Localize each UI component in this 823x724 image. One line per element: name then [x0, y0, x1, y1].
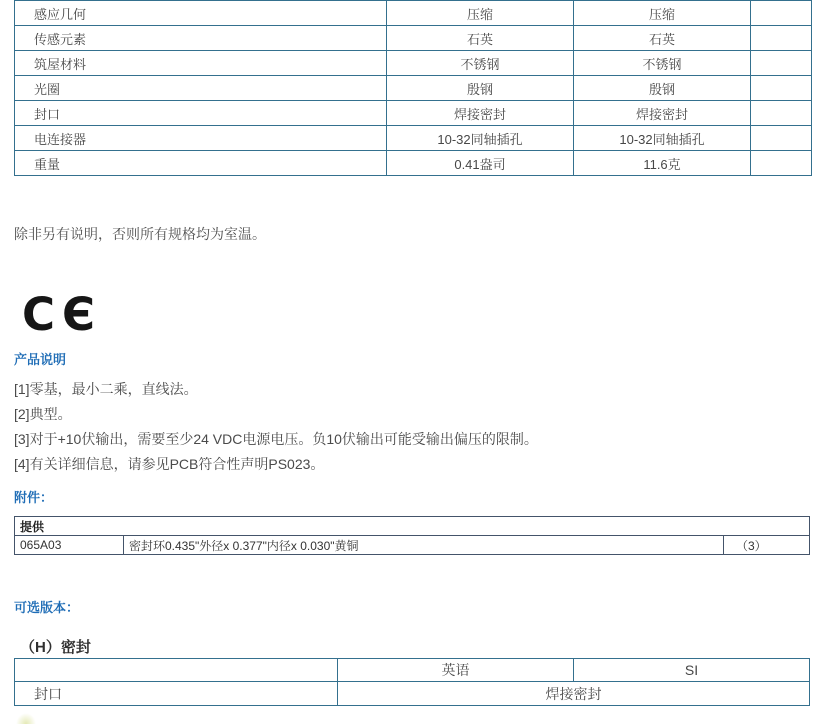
spec-si-value: 焊接密封 — [574, 101, 751, 126]
spec-empty-cell — [751, 51, 812, 76]
opt-row-value: 焊接密封 — [338, 682, 810, 706]
spec-english-value: 10-32同轴插孔 — [387, 126, 574, 151]
section-title-accessories: 附件： — [14, 490, 54, 505]
spec-english-value: 压缩 — [387, 1, 574, 26]
opt-empty-cell — [15, 659, 338, 682]
table-row — [15, 682, 810, 706]
spec-empty-cell — [751, 1, 812, 26]
product-note: [3]对于+10伏输出，需要至少24 VDC电源电压。负10伏输出可能受输出偏压的限制。 — [14, 431, 538, 447]
opt-col-si: SI — [574, 659, 810, 682]
spec-si-value: 压缩 — [574, 1, 751, 26]
table-row — [15, 536, 810, 555]
table-row — [15, 26, 812, 51]
table-row — [15, 76, 812, 101]
spec-empty-cell — [751, 151, 812, 176]
spec-si-value: 不锈钢 — [574, 51, 751, 76]
accessory-model: 065A03 — [15, 536, 124, 555]
table-row — [15, 517, 810, 536]
accessories-table — [14, 516, 810, 555]
spec-english-value: 不锈钢 — [387, 51, 574, 76]
table-row — [15, 51, 812, 76]
section-title-product-notes: 产品说明 — [14, 352, 67, 367]
product-note: [4]有关详细信息，请参见PCB符合性声明PS023。 — [14, 456, 325, 472]
spec-empty-cell — [751, 76, 812, 101]
spec-label: 筑屋材料 — [15, 51, 387, 76]
spec-english-value: 焊接密封 — [387, 101, 574, 126]
spec-si-value: 11.6克 — [574, 151, 751, 176]
spec-empty-cell — [751, 101, 812, 126]
product-notes-list — [14, 377, 538, 477]
spec-empty-cell — [751, 26, 812, 51]
spec-si-value: 10-32同轴插孔 — [574, 126, 751, 151]
accessory-description: 密封环0.435"外径x 0.377"内径x 0.030"黄铜 — [124, 536, 724, 555]
room-temperature-note: 除非另有说明，否则所有规格均为室温。 — [14, 226, 266, 242]
spec-si-value: 殷钢 — [574, 76, 751, 101]
spec-label: 传感元素 — [15, 26, 387, 51]
product-note: [2]典型。 — [14, 406, 72, 422]
table-row — [15, 101, 812, 126]
h-seal-subtitle: （H）密封 — [20, 639, 91, 656]
spec-label: 重量 — [15, 151, 387, 176]
spec-table — [14, 0, 812, 176]
opt-col-english: 英语 — [338, 659, 574, 682]
section-title-optional-versions: 可选版本： — [14, 600, 80, 615]
spec-label: 光圈 — [15, 76, 387, 101]
table-row — [15, 659, 810, 682]
optional-versions-table — [14, 658, 810, 706]
product-note: [1]零基，最小二乘，直线法。 — [14, 381, 198, 397]
spec-si-value: 石英 — [574, 26, 751, 51]
spec-label: 感应几何 — [15, 1, 387, 26]
opt-row-label: 封口 — [15, 682, 338, 706]
spec-label: 封口 — [15, 101, 387, 126]
accessories-header: 提供 — [15, 517, 810, 536]
accessory-qty: （3） — [724, 536, 810, 555]
spec-english-value: 0.41盎司 — [387, 151, 574, 176]
spec-english-value: 殷钢 — [387, 76, 574, 101]
spec-empty-cell — [751, 126, 812, 151]
spec-english-value: 石英 — [387, 26, 574, 51]
ce-mark-logo: CЄ — [22, 288, 103, 341]
table-row — [15, 126, 812, 151]
table-row — [15, 151, 812, 176]
spec-label: 电连接器 — [15, 126, 387, 151]
cutoff-logo-sliver — [16, 713, 36, 724]
table-row — [15, 1, 812, 26]
